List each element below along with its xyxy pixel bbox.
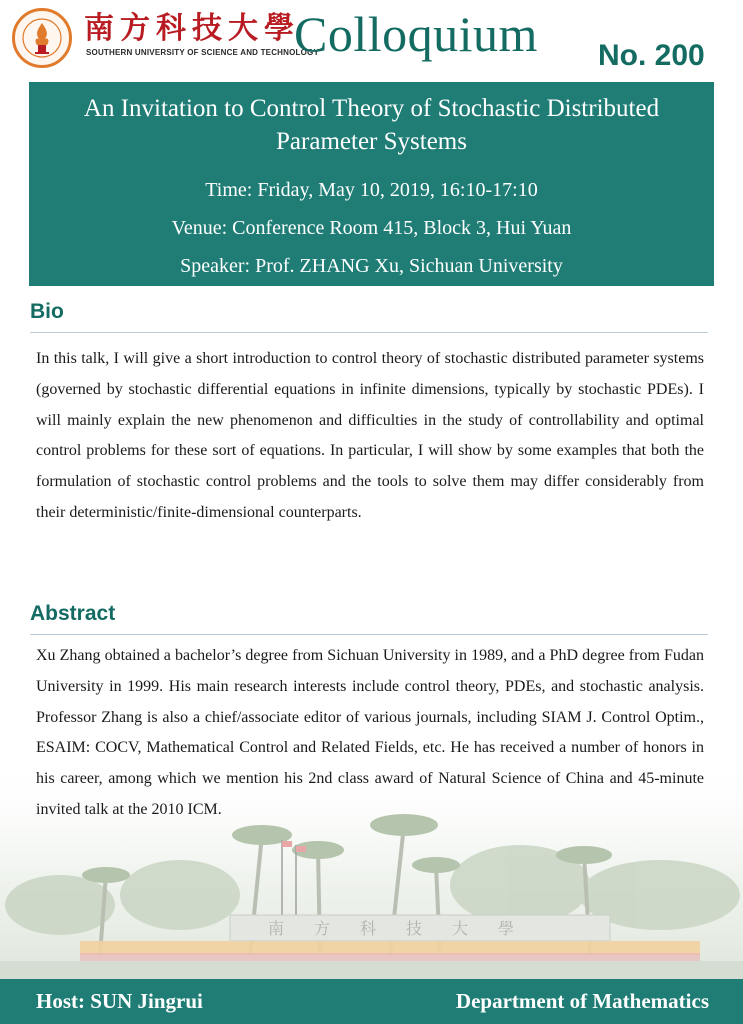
bio-text: In this talk, I will give a short introduction to control theory of stochastic distributed parameter systems (governed by stochastic differential equations in infinite dimensions, typically by stochastic PDEs). I will mainly explain the new phenomenon and difficulties in the study of controllability and optimal control problems for these sort of equations. In particular, I will show by some examples that both the formulation of stochastic control problems and the tools to solve them may differ considerably from their deterministic/finite-dimensional counterparts. [36,350,704,521]
talk-speaker: Speaker: Prof. ZHANG Xu, Sichuan University [180,255,563,277]
talk-venue: Venue: Conference Room 415, Block 3, Hui Yuan [171,217,572,239]
issue-number: No. 200 [598,39,705,72]
university-seal-icon [12,8,72,68]
host-name: Host: SUN Jingrui [36,989,203,1013]
svg-text:南方科技大學: 南方科技大學 [268,919,545,938]
footer-bar [0,979,743,1024]
talk-banner [29,82,714,286]
university-name-english: SOUTHERN UNIVERSITY OF SCIENCE AND TECHNOLOGY [86,48,320,57]
talk-title: An Invitation to Control Theory of Stochastic Distributed Parameter Systems [83,95,660,155]
department-name: Department of Mathematics [455,989,709,1013]
abstract-text: Xu Zhang obtained a bachelor’s degree from Sichuan University in 1989, and a PhD degree from Fudan University in 1999. His main research interests include control theory, PDEs, and stochastic analysis. Professor Zhang is also a chief/associate editor of various journals, including SIAM J. Control Optim., ESAIM: COCV, Mathematical Control and Related Fields, etc. He has received a number of honors in his career, among which we mention his 2nd class award of Natural Science of China and 45-minute invited talk at the 2010 ICM. [36,647,704,818]
bio-heading: Bio [30,300,64,323]
abstract-heading: Abstract [30,602,116,625]
bio-divider [30,332,708,333]
talk-time: Time: Friday, May 10, 2019, 16:10-17:10 [205,179,538,201]
university-name-chinese: 南方科技大學 [84,11,300,46]
abstract-divider [30,634,708,635]
event-series-title: Colloquium [294,6,538,62]
